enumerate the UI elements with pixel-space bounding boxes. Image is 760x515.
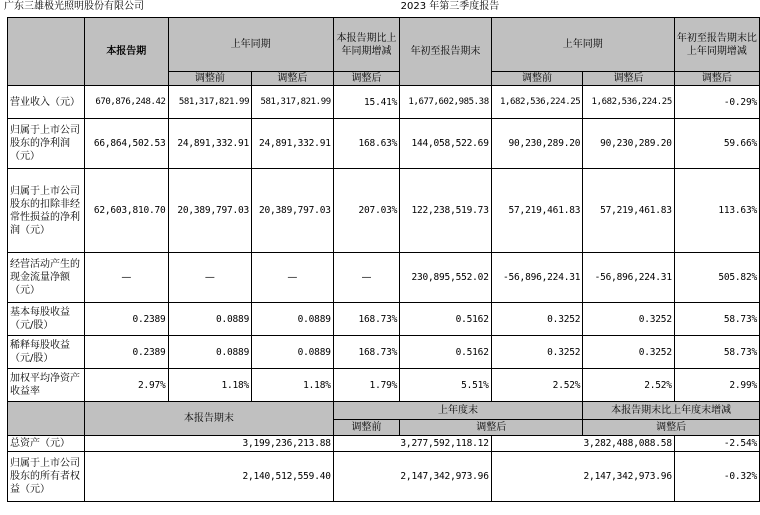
row-label: 归属于上市公司股东的所有者权益（元） [8, 452, 85, 502]
cell-value: 2.99% [674, 369, 759, 402]
corner-header [8, 18, 85, 86]
col-s2-before-adj: 调整前 [333, 420, 399, 436]
table-row [8, 369, 760, 402]
col-s2-after-adj: 调整后 [400, 420, 583, 436]
cell-value: -0.32% [674, 452, 759, 502]
cell-value: 0.2389 [85, 336, 169, 369]
col-after-adj-change: 调整后 [333, 72, 399, 86]
cell-value: 168.73% [333, 303, 399, 336]
row-label: 归属于上市公司股东的扣除非经常性损益的净利润（元） [8, 169, 85, 253]
cell-value: 670,876,248.42 [85, 86, 169, 119]
cell-value: 20,389,797.03 [168, 169, 252, 253]
cell-value: 5.51% [400, 369, 492, 402]
cell-value: 2,147,342,973.96 [491, 452, 674, 502]
row-label: 加权平均净资产收益率 [8, 369, 85, 402]
cell-value: 58.73% [674, 303, 759, 336]
cell-value: -56,896,224.31 [491, 253, 583, 303]
cell-value: 0.2389 [85, 303, 169, 336]
cell-value: 1.18% [168, 369, 252, 402]
cell-value: 0.0889 [252, 303, 334, 336]
cell-value: 0.5162 [400, 303, 492, 336]
row-label: 归属于上市公司股东的净利润（元） [8, 119, 85, 169]
table-row [8, 436, 760, 452]
cell-value: -2.54% [674, 436, 759, 452]
cell-value: 122,238,519.73 [400, 169, 492, 253]
row-label: 经营活动产生的现金流量净额（元） [8, 253, 85, 303]
col-change-vs-last-year-end: 本报告期末比上年度末增减 [583, 402, 760, 420]
col-change-pct: 本报告期比上年同期增减 [333, 18, 399, 72]
cell-value: 24,891,332.91 [252, 119, 334, 169]
cell-value: 57,219,461.83 [491, 169, 583, 253]
financial-data-table [7, 17, 760, 502]
cell-value: 2.97% [85, 369, 169, 402]
cell-value: 62,603,810.70 [85, 169, 169, 253]
cell-value: 0.0889 [168, 336, 252, 369]
row-label: 营业收入（元） [8, 86, 85, 119]
cell-value: — [252, 253, 334, 303]
cell-value: 2.52% [491, 369, 583, 402]
cell-value: 2,147,342,973.96 [333, 452, 491, 502]
cell-value: 66,864,502.53 [85, 119, 169, 169]
table-row [8, 452, 760, 502]
col-end-of-period: 本报告期末 [85, 402, 334, 436]
cell-value: 168.63% [333, 119, 399, 169]
cell-value: 0.5162 [400, 336, 492, 369]
cell-value: — [85, 253, 169, 303]
col-same-period-last-year: 上年同期 [168, 18, 333, 72]
cell-value: 58.73% [674, 336, 759, 369]
cell-value: 24,891,332.91 [168, 119, 252, 169]
cell-value: 0.0889 [168, 303, 252, 336]
cell-value: 144,058,522.69 [400, 119, 492, 169]
cell-value: 57,219,461.83 [583, 169, 675, 253]
cell-value: 505.82% [674, 253, 759, 303]
company-name: 广东三雄极光照明股份有限公司 [4, 1, 144, 12]
cell-value: 15.41% [333, 86, 399, 119]
cell-value: 59.66% [674, 119, 759, 169]
cell-value: -56,896,224.31 [583, 253, 675, 303]
col-ytd: 年初至报告期末 [400, 18, 492, 86]
table-row [8, 169, 760, 253]
cell-value: 0.3252 [491, 336, 583, 369]
cell-value: -0.29% [674, 86, 759, 119]
cell-value: 1,682,536,224.25 [583, 86, 675, 119]
col-end-of-last-year: 上年度末 [333, 402, 583, 420]
cell-value: — [168, 253, 252, 303]
cell-value: 3,282,488,088.58 [491, 436, 674, 452]
col-after-adj-change-2: 调整后 [674, 72, 759, 86]
corner-header-2 [8, 402, 85, 436]
cell-value: 90,230,289.20 [583, 119, 675, 169]
cell-value: 3,277,592,118.12 [333, 436, 491, 452]
cell-value: 113.63% [674, 169, 759, 253]
cell-value: 2,140,512,559.40 [85, 452, 334, 502]
cell-value: 3,199,236,213.88 [85, 436, 334, 452]
col-current-period: 本报告期 [85, 18, 169, 86]
col-before-adj: 调整前 [168, 72, 252, 86]
col-before-adj-2: 调整前 [491, 72, 583, 86]
cell-value: 581,317,821.99 [252, 86, 334, 119]
cell-value: 0.0889 [252, 336, 334, 369]
cell-value: 1.79% [333, 369, 399, 402]
report-title: 2023 年第三季度报告 [400, 1, 500, 12]
col-ytd-change-pct: 年初至报告期末比上年同期增减 [674, 18, 759, 72]
table-row [8, 253, 760, 303]
cell-value: 1.18% [252, 369, 334, 402]
col-same-period-last-year-2: 上年同期 [491, 18, 674, 72]
table-row [8, 336, 760, 369]
cell-value: 0.3252 [583, 336, 675, 369]
cell-value: 2.52% [583, 369, 675, 402]
row-label: 稀释每股收益（元/股） [8, 336, 85, 369]
cell-value: — [333, 253, 399, 303]
cell-value: 168.73% [333, 336, 399, 369]
table-row [8, 86, 760, 119]
cell-value: 230,895,552.02 [400, 253, 492, 303]
cell-value: 20,389,797.03 [252, 169, 334, 253]
cell-value: 1,677,602,985.38 [400, 86, 492, 119]
row-label: 总资产（元） [8, 436, 85, 452]
table-row [8, 303, 760, 336]
row-label: 基本每股收益（元/股） [8, 303, 85, 336]
cell-value: 581,317,821.99 [168, 86, 252, 119]
table-row [8, 119, 760, 169]
cell-value: 207.03% [333, 169, 399, 253]
col-after-adj: 调整后 [252, 72, 334, 86]
col-s2-after-adj-change: 调整后 [583, 420, 760, 436]
col-after-adj-2: 调整后 [583, 72, 675, 86]
cell-value: 0.3252 [491, 303, 583, 336]
cell-value: 0.3252 [583, 303, 675, 336]
cell-value: 90,230,289.20 [491, 119, 583, 169]
cell-value: 1,682,536,224.25 [491, 86, 583, 119]
